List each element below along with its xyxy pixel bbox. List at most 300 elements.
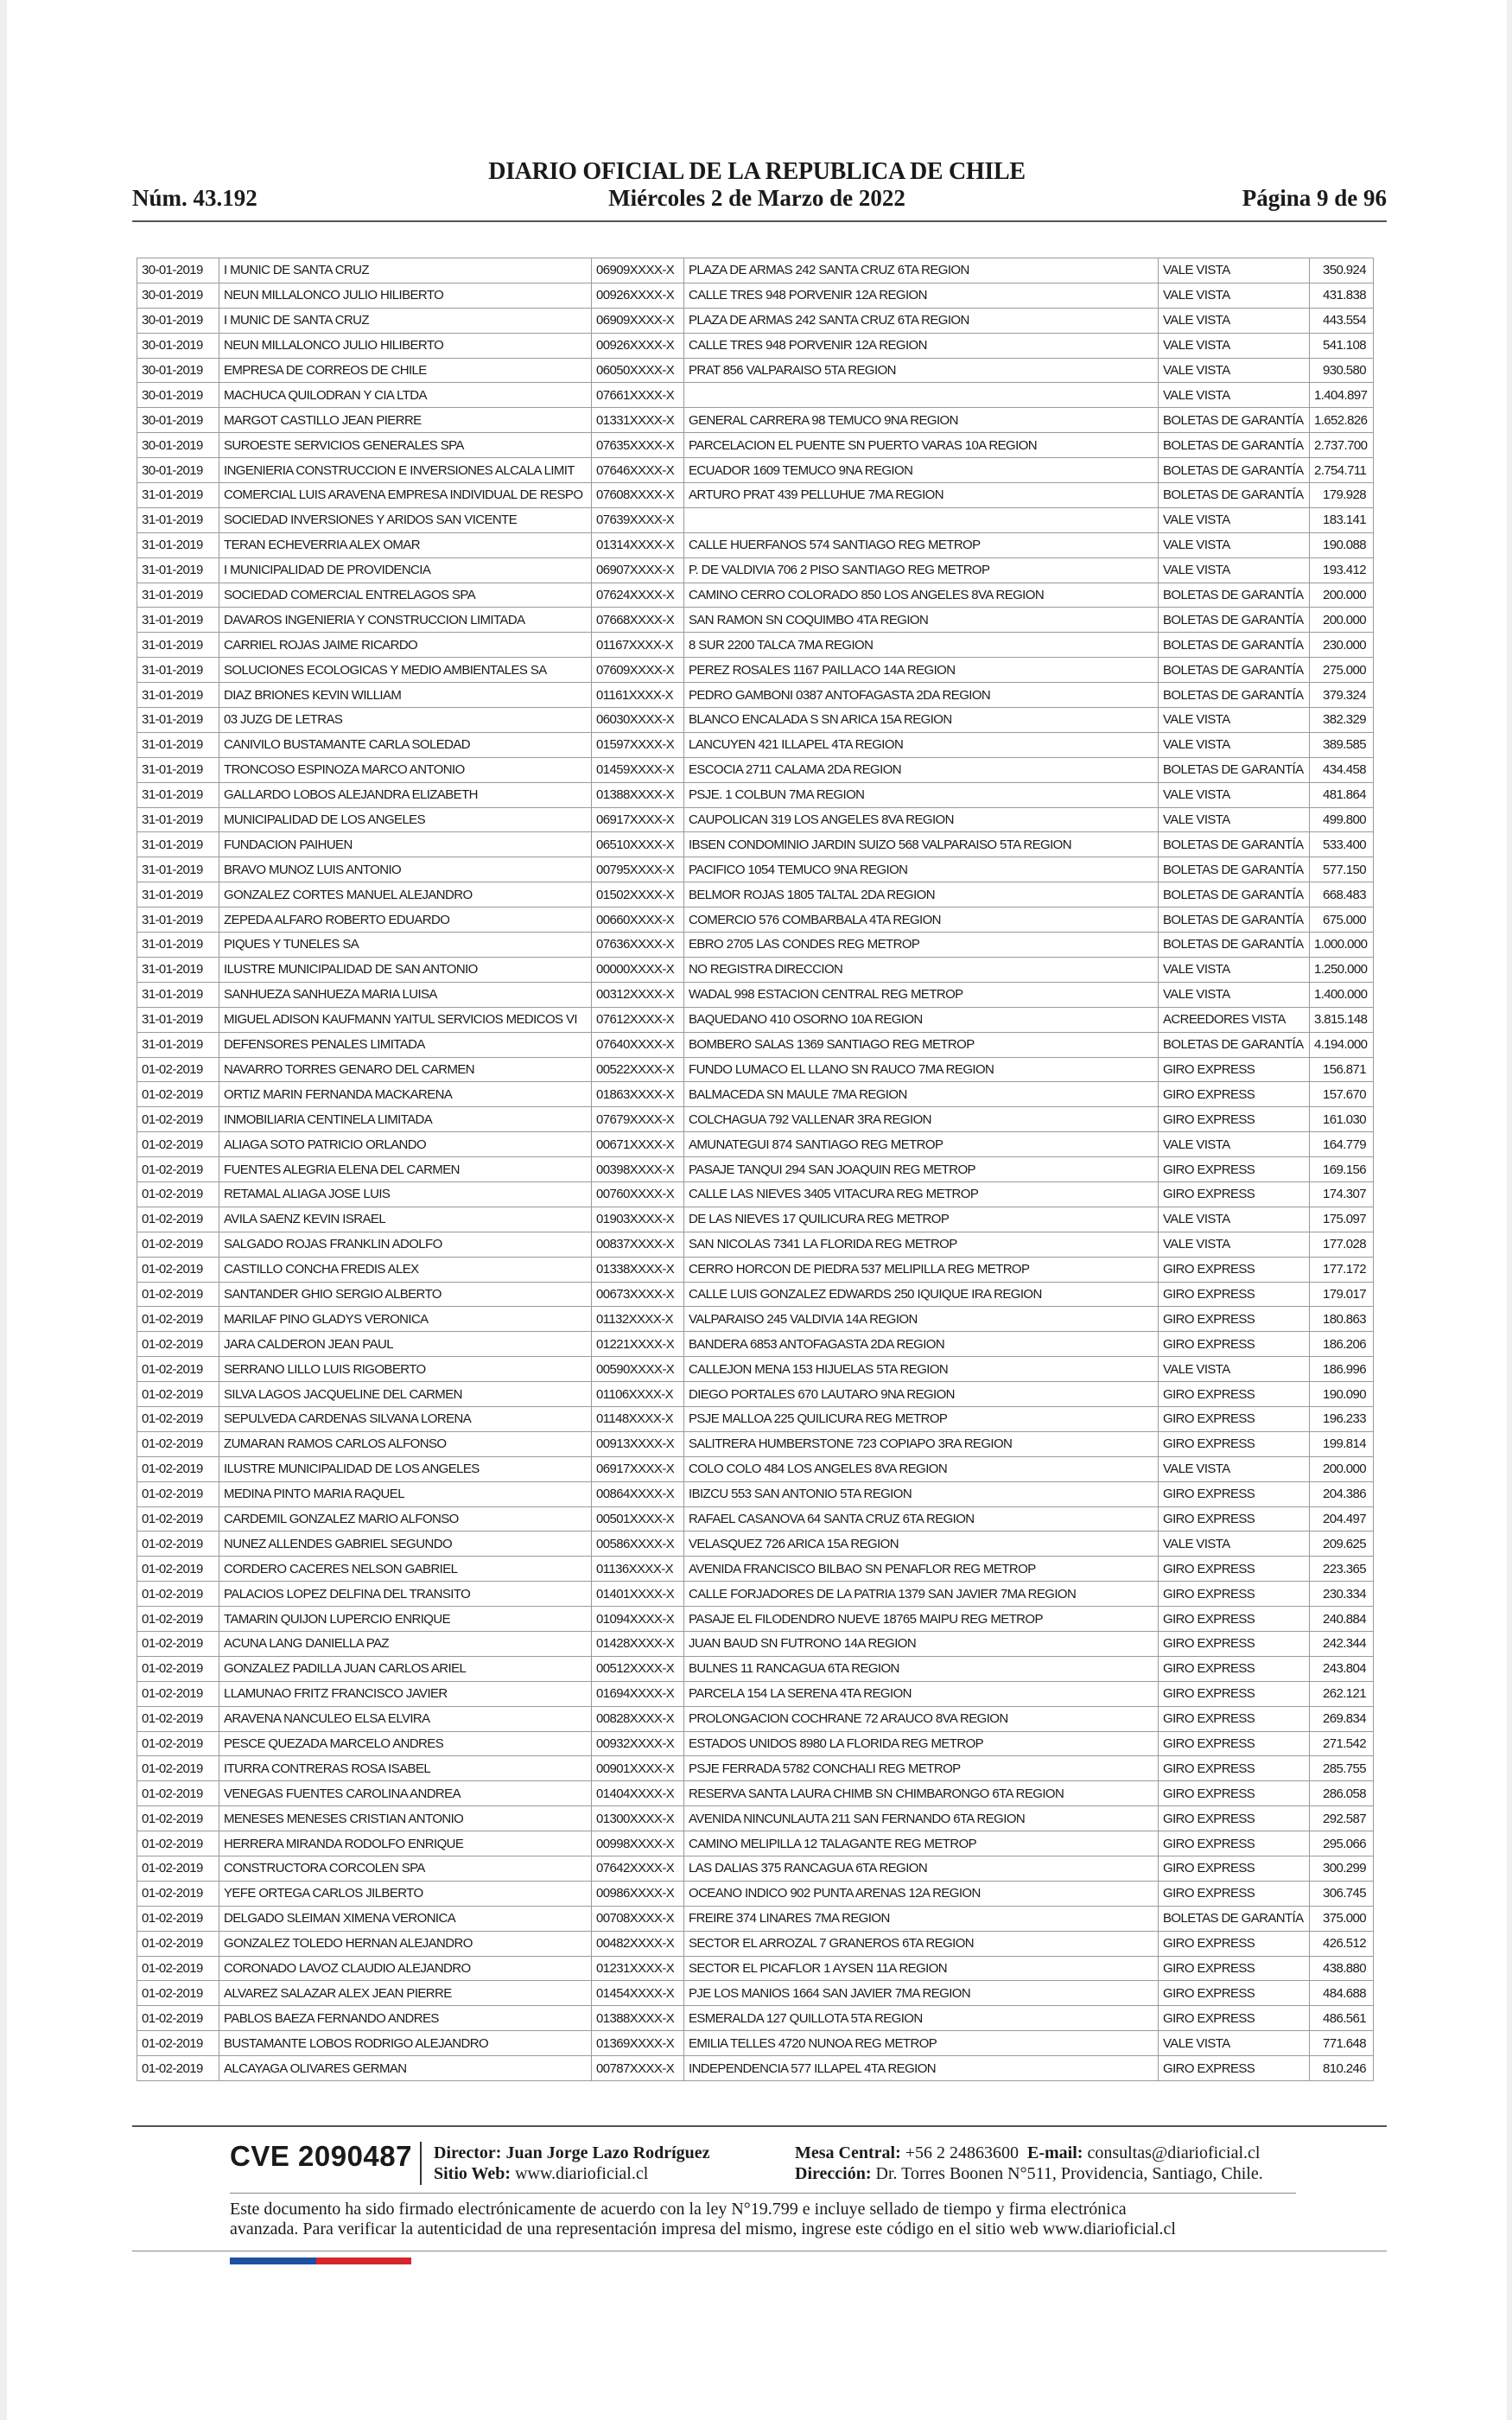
date-cell: 01-02-2019: [137, 1956, 219, 1981]
name-cell: SERRANO LILLO LUIS RIGOBERTO: [219, 1357, 592, 1382]
type-cell: BOLETAS DE GARANTÍA: [1159, 908, 1310, 933]
date-cell: 31-01-2019: [137, 832, 219, 857]
rut-cell: 06917XXXX-X: [592, 1456, 684, 1481]
type-cell: BOLETAS DE GARANTÍA: [1159, 583, 1310, 608]
rut-cell: 00926XXXX-X: [592, 333, 684, 358]
amount-cell: 668.483: [1310, 882, 1374, 908]
address-cell: BAQUEDANO 410 OSORNO 10A REGION: [684, 1007, 1159, 1032]
table-row: [137, 1032, 1374, 1057]
date-cell: 01-02-2019: [137, 1506, 219, 1532]
name-cell: I MUNIC DE SANTA CRUZ: [219, 308, 592, 333]
rut-cell: 00671XXXX-X: [592, 1132, 684, 1157]
rut-cell: 00590XXXX-X: [592, 1357, 684, 1382]
records-table-body: [137, 258, 1374, 2081]
table-row: [137, 283, 1374, 308]
type-cell: GIRO EXPRESS: [1159, 1382, 1310, 1407]
address-cell: CAUPOLICAN 319 LOS ANGELES 8VA REGION: [684, 807, 1159, 832]
address-cell: PEDRO GAMBONI 0387 ANTOFAGASTA 2DA REGION: [684, 683, 1159, 708]
table-row: [137, 832, 1374, 857]
date-cell: 31-01-2019: [137, 583, 219, 608]
name-cell: DIAZ BRIONES KEVIN WILLIAM: [219, 683, 592, 708]
type-cell: VALE VISTA: [1159, 1132, 1310, 1157]
email-link[interactable]: consultas@diarioficial.cl: [1087, 2143, 1261, 2162]
address-cell: [684, 383, 1159, 408]
publication-title: DIARIO OFICIAL DE LA REPUBLICA DE CHILE: [488, 158, 1026, 185]
web-link[interactable]: www.diarioficial.cl: [515, 2164, 649, 2183]
address-cell: COMERCIO 576 COMBARBALA 4TA REGION: [684, 908, 1159, 933]
director-name: Juan Jorge Lazo Rodríguez: [505, 2143, 710, 2162]
type-cell: BOLETAS DE GARANTÍA: [1159, 658, 1310, 683]
type-cell: VALE VISTA: [1159, 1232, 1310, 1257]
address-cell: P. DE VALDIVIA 706 2 PISO SANTIAGO REG METROP: [684, 557, 1159, 583]
type-cell: BOLETAS DE GARANTÍA: [1159, 458, 1310, 483]
name-cell: ZEPEDA ALFARO ROBERTO EDUARDO: [219, 908, 592, 933]
name-cell: SANHUEZA SANHUEZA MARIA LUISA: [219, 982, 592, 1007]
table-row: [137, 308, 1374, 333]
amount-cell: 1.652.826: [1310, 408, 1374, 433]
date-cell: 01-02-2019: [137, 1232, 219, 1257]
amount-cell: 481.864: [1310, 782, 1374, 807]
date-cell: 01-02-2019: [137, 1607, 219, 1632]
name-cell: FUNDACION PAIHUEN: [219, 832, 592, 857]
type-cell: GIRO EXPRESS: [1159, 1756, 1310, 1781]
mesa-label: Mesa Central:: [795, 2143, 901, 2162]
table-row: [137, 807, 1374, 832]
rut-cell: 01314XXXX-X: [592, 532, 684, 557]
records-table: [137, 258, 1374, 2081]
rut-cell: 01338XXXX-X: [592, 1257, 684, 1282]
document-page: [7, 0, 1507, 2420]
amount-cell: 200.000: [1310, 583, 1374, 608]
name-cell: PALACIOS LOPEZ DELFINA DEL TRANSITO: [219, 1582, 592, 1607]
date-cell: 31-01-2019: [137, 732, 219, 757]
type-cell: VALE VISTA: [1159, 333, 1310, 358]
rut-cell: 01136XXXX-X: [592, 1557, 684, 1582]
name-cell: CANIVILO BUSTAMANTE CARLA SOLEDAD: [219, 732, 592, 757]
table-row: [137, 1706, 1374, 1731]
amount-cell: 499.800: [1310, 807, 1374, 832]
type-cell: GIRO EXPRESS: [1159, 1631, 1310, 1656]
amount-cell: 541.108: [1310, 333, 1374, 358]
name-cell: ALIAGA SOTO PATRICIO ORLANDO: [219, 1132, 592, 1157]
type-cell: BOLETAS DE GARANTÍA: [1159, 832, 1310, 857]
rut-cell: 00482XXXX-X: [592, 1931, 684, 1956]
amount-cell: 771.648: [1310, 2031, 1374, 2056]
name-cell: I MUNICIPALIDAD DE PROVIDENCIA: [219, 557, 592, 583]
type-cell: GIRO EXPRESS: [1159, 1981, 1310, 2006]
legal-notice: [230, 2200, 1353, 2239]
type-cell: VALE VISTA: [1159, 283, 1310, 308]
table-row: [137, 857, 1374, 882]
table-row: [137, 1257, 1374, 1282]
address-cell: BANDERA 6853 ANTOFAGASTA 2DA REGION: [684, 1332, 1159, 1357]
table-row: [137, 383, 1374, 408]
type-cell: GIRO EXPRESS: [1159, 1181, 1310, 1207]
type-cell: GIRO EXPRESS: [1159, 1107, 1310, 1132]
table-row: [137, 458, 1374, 483]
date-cell: 01-02-2019: [137, 1207, 219, 1232]
amount-cell: 1.250.000: [1310, 957, 1374, 982]
name-cell: GONZALEZ CORTES MANUEL ALEJANDRO: [219, 882, 592, 908]
rut-cell: 01597XXXX-X: [592, 732, 684, 757]
type-cell: BOLETAS DE GARANTÍA: [1159, 633, 1310, 658]
rut-cell: 00986XXXX-X: [592, 1881, 684, 1906]
type-cell: GIRO EXPRESS: [1159, 1307, 1310, 1332]
amount-cell: 271.542: [1310, 1731, 1374, 1756]
amount-cell: 179.928: [1310, 483, 1374, 508]
rut-cell: 06907XXXX-X: [592, 557, 684, 583]
address-cell: PSJE. 1 COLBUN 7MA REGION: [684, 782, 1159, 807]
date-cell: 01-02-2019: [137, 1282, 219, 1307]
address-cell: CALLE HUERFANOS 574 SANTIAGO REG METROP: [684, 532, 1159, 557]
type-cell: GIRO EXPRESS: [1159, 1082, 1310, 1107]
rut-cell: 01148XXXX-X: [592, 1406, 684, 1431]
table-row: [137, 1232, 1374, 1257]
amount-cell: 275.000: [1310, 658, 1374, 683]
name-cell: TERAN ECHEVERRIA ALEX OMAR: [219, 532, 592, 557]
table-row: [137, 1781, 1374, 1806]
rut-cell: 07668XXXX-X: [592, 608, 684, 633]
table-row: [137, 333, 1374, 358]
date-cell: 31-01-2019: [137, 557, 219, 583]
type-cell: VALE VISTA: [1159, 708, 1310, 733]
address-cell: PROLONGACION COCHRANE 72 ARAUCO 8VA REGION: [684, 1706, 1159, 1731]
rut-cell: 06510XXXX-X: [592, 832, 684, 857]
amount-cell: 295.066: [1310, 1831, 1374, 1856]
name-cell: DAVAROS INGENIERIA Y CONSTRUCCION LIMITADA: [219, 608, 592, 633]
table-row: [137, 1557, 1374, 1582]
table-row: [137, 1806, 1374, 1831]
date-cell: 01-02-2019: [137, 1582, 219, 1607]
director-label: Director:: [434, 2143, 502, 2162]
address-cell: PLAZA DE ARMAS 242 SANTA CRUZ 6TA REGION: [684, 308, 1159, 333]
type-cell: GIRO EXPRESS: [1159, 1157, 1310, 1182]
address-cell: BULNES 11 RANCAGUA 6TA REGION: [684, 1656, 1159, 1681]
name-cell: JARA CALDERON JEAN PAUL: [219, 1332, 592, 1357]
name-cell: ZUMARAN RAMOS CARLOS ALFONSO: [219, 1431, 592, 1456]
amount-cell: 179.017: [1310, 1282, 1374, 1307]
name-cell: SALGADO ROJAS FRANKLIN ADOLFO: [219, 1232, 592, 1257]
type-cell: GIRO EXPRESS: [1159, 1057, 1310, 1082]
amount-cell: 240.884: [1310, 1607, 1374, 1632]
type-cell: GIRO EXPRESS: [1159, 1431, 1310, 1456]
address-cell: LAS DALIAS 375 RANCAGUA 6TA REGION: [684, 1856, 1159, 1882]
type-cell: VALE VISTA: [1159, 507, 1310, 532]
director-block: [434, 2143, 710, 2184]
address-cell: EBRO 2705 LAS CONDES REG METROP: [684, 933, 1159, 958]
date-cell: 31-01-2019: [137, 1007, 219, 1032]
date-cell: 01-02-2019: [137, 1157, 219, 1182]
name-cell: BRAVO MUNOZ LUIS ANTONIO: [219, 857, 592, 882]
table-row: [137, 1532, 1374, 1557]
date-cell: 31-01-2019: [137, 882, 219, 908]
amount-cell: 164.779: [1310, 1132, 1374, 1157]
table-row: [137, 358, 1374, 383]
rut-cell: 01388XXXX-X: [592, 782, 684, 807]
address-cell: FREIRE 374 LINARES 7MA REGION: [684, 1906, 1159, 1931]
address-cell: PARCELA 154 LA SERENA 4TA REGION: [684, 1681, 1159, 1706]
issue-date: Miércoles 2 de Marzo de 2022: [608, 185, 905, 211]
name-cell: MENESES MENESES CRISTIAN ANTONIO: [219, 1806, 592, 1831]
amount-cell: 443.554: [1310, 308, 1374, 333]
date-cell: 01-02-2019: [137, 1431, 219, 1456]
name-cell: MEDINA PINTO MARIA RAQUEL: [219, 1481, 592, 1506]
name-cell: SOCIEDAD COMERCIAL ENTRELAGOS SPA: [219, 583, 592, 608]
rut-cell: 01454XXXX-X: [592, 1981, 684, 2006]
name-cell: TAMARIN QUIJON LUPERCIO ENRIQUE: [219, 1607, 592, 1632]
table-row: [137, 782, 1374, 807]
amount-cell: 200.000: [1310, 608, 1374, 633]
table-row: [137, 1207, 1374, 1232]
name-cell: ORTIZ MARIN FERNANDA MACKARENA: [219, 1082, 592, 1107]
rut-cell: 00913XXXX-X: [592, 1431, 684, 1456]
header-divider: [132, 220, 1387, 222]
footer-separator: [420, 2142, 422, 2185]
name-cell: FUENTES ALEGRIA ELENA DEL CARMEN: [219, 1157, 592, 1182]
table-row: [137, 507, 1374, 532]
amount-cell: 161.030: [1310, 1107, 1374, 1132]
date-cell: 30-01-2019: [137, 458, 219, 483]
name-cell: INMOBILIARIA CENTINELA LIMITADA: [219, 1107, 592, 1132]
amount-cell: 157.670: [1310, 1082, 1374, 1107]
address-cell: PSJE FERRADA 5782 CONCHALI REG METROP: [684, 1756, 1159, 1781]
rut-cell: 07646XXXX-X: [592, 458, 684, 483]
amount-cell: 1.400.000: [1310, 982, 1374, 1007]
type-cell: VALE VISTA: [1159, 782, 1310, 807]
table-row: [137, 1357, 1374, 1382]
rut-cell: 00787XXXX-X: [592, 2056, 684, 2081]
date-cell: 30-01-2019: [137, 333, 219, 358]
footer-divider-top: [132, 2125, 1387, 2127]
rut-cell: 06909XXXX-X: [592, 258, 684, 283]
type-cell: GIRO EXPRESS: [1159, 1506, 1310, 1532]
amount-cell: 223.365: [1310, 1557, 1374, 1582]
amount-cell: 186.206: [1310, 1332, 1374, 1357]
address-cell: PSJE MALLOA 225 QUILICURA REG METROP: [684, 1406, 1159, 1431]
amount-cell: 285.755: [1310, 1756, 1374, 1781]
date-cell: 01-02-2019: [137, 1082, 219, 1107]
rut-cell: 01132XXXX-X: [592, 1307, 684, 1332]
amount-cell: 438.880: [1310, 1956, 1374, 1981]
rut-cell: 00795XXXX-X: [592, 857, 684, 882]
rut-cell: 00926XXXX-X: [592, 283, 684, 308]
address-cell: BOMBERO SALAS 1369 SANTIAGO REG METROP: [684, 1032, 1159, 1057]
type-cell: BOLETAS DE GARANTÍA: [1159, 1906, 1310, 1931]
cve-code: CVE 2090487: [230, 2140, 412, 2172]
amount-cell: 193.412: [1310, 557, 1374, 583]
table-row: [137, 1607, 1374, 1632]
name-cell: SILVA LAGOS JACQUELINE DEL CARMEN: [219, 1382, 592, 1407]
type-cell: BOLETAS DE GARANTÍA: [1159, 683, 1310, 708]
type-cell: GIRO EXPRESS: [1159, 2006, 1310, 2031]
address-text: Dr. Torres Boonen N°511, Providencia, Santiago, Chile.: [875, 2164, 1263, 2183]
name-cell: 03 JUZG DE LETRAS: [219, 708, 592, 733]
date-cell: 31-01-2019: [137, 807, 219, 832]
address-cell: 8 SUR 2200 TALCA 7MA REGION: [684, 633, 1159, 658]
type-cell: GIRO EXPRESS: [1159, 1607, 1310, 1632]
amount-cell: 190.088: [1310, 532, 1374, 557]
rut-cell: 06909XXXX-X: [592, 308, 684, 333]
address-cell: FUNDO LUMACO EL LLANO SN RAUCO 7MA REGION: [684, 1057, 1159, 1082]
date-cell: 01-02-2019: [137, 1681, 219, 1706]
name-cell: NUNEZ ALLENDES GABRIEL SEGUNDO: [219, 1532, 592, 1557]
type-cell: GIRO EXPRESS: [1159, 2056, 1310, 2081]
rut-cell: 07679XXXX-X: [592, 1107, 684, 1132]
name-cell: RETAMAL ALIAGA JOSE LUIS: [219, 1181, 592, 1207]
address-cell: DIEGO PORTALES 670 LAUTARO 9NA REGION: [684, 1382, 1159, 1407]
rut-cell: 01221XXXX-X: [592, 1332, 684, 1357]
type-cell: GIRO EXPRESS: [1159, 1731, 1310, 1756]
type-cell: VALE VISTA: [1159, 957, 1310, 982]
rut-cell: 00998XXXX-X: [592, 1831, 684, 1856]
name-cell: TRONCOSO ESPINOZA MARCO ANTONIO: [219, 757, 592, 782]
rut-cell: 01167XXXX-X: [592, 633, 684, 658]
date-cell: 30-01-2019: [137, 358, 219, 383]
address-cell: AVENIDA FRANCISCO BILBAO SN PENAFLOR REG METROP: [684, 1557, 1159, 1582]
name-cell: PESCE QUEZADA MARCELO ANDRES: [219, 1731, 592, 1756]
amount-cell: 156.871: [1310, 1057, 1374, 1082]
address-cell: CALLE TRES 948 PORVENIR 12A REGION: [684, 333, 1159, 358]
rut-cell: 00708XXXX-X: [592, 1906, 684, 1931]
table-row: [137, 1831, 1374, 1856]
rut-cell: 00901XXXX-X: [592, 1756, 684, 1781]
address-cell: RAFAEL CASANOVA 64 SANTA CRUZ 6TA REGION: [684, 1506, 1159, 1532]
address-cell: PEREZ ROSALES 1167 PAILLACO 14A REGION: [684, 658, 1159, 683]
date-cell: 01-02-2019: [137, 1806, 219, 1831]
type-cell: BOLETAS DE GARANTÍA: [1159, 757, 1310, 782]
web-label: Sitio Web:: [434, 2164, 511, 2183]
legal-line-1: Este documento ha sido firmado electrónicamente de acuerdo con la ley N°19.799 e incluye sellado de tiempo y firma electrónica: [230, 2200, 1127, 2219]
date-cell: 30-01-2019: [137, 283, 219, 308]
amount-cell: 484.688: [1310, 1981, 1374, 2006]
amount-cell: 382.329: [1310, 708, 1374, 733]
type-cell: ACREEDORES VISTA: [1159, 1007, 1310, 1032]
date-cell: 01-02-2019: [137, 1382, 219, 1407]
table-row: [137, 557, 1374, 583]
rut-cell: 07624XXXX-X: [592, 583, 684, 608]
table-row: [137, 1856, 1374, 1882]
type-cell: GIRO EXPRESS: [1159, 1806, 1310, 1831]
table-row: [137, 658, 1374, 683]
date-cell: 30-01-2019: [137, 383, 219, 408]
type-cell: VALE VISTA: [1159, 732, 1310, 757]
amount-cell: 200.000: [1310, 1456, 1374, 1481]
name-cell: ARAVENA NANCULEO ELSA ELVIRA: [219, 1706, 592, 1731]
rut-cell: 00828XXXX-X: [592, 1706, 684, 1731]
rut-cell: 07639XXXX-X: [592, 507, 684, 532]
rut-cell: 06050XXXX-X: [592, 358, 684, 383]
amount-cell: 230.334: [1310, 1582, 1374, 1607]
date-cell: 31-01-2019: [137, 933, 219, 958]
rut-cell: 00660XXXX-X: [592, 908, 684, 933]
address-cell: SALITRERA HUMBERSTONE 723 COPIAPO 3RA REGION: [684, 1431, 1159, 1456]
date-cell: 01-02-2019: [137, 1406, 219, 1431]
address-cell: ARTURO PRAT 439 PELLUHUE 7MA REGION: [684, 483, 1159, 508]
amount-cell: 3.815.148: [1310, 1007, 1374, 1032]
type-cell: BOLETAS DE GARANTÍA: [1159, 882, 1310, 908]
table-row: [137, 2006, 1374, 2031]
date-cell: 01-02-2019: [137, 1257, 219, 1282]
rut-cell: 00501XXXX-X: [592, 1506, 684, 1532]
name-cell: NAVARRO TORRES GENARO DEL CARMEN: [219, 1057, 592, 1082]
table-row: [137, 882, 1374, 908]
contact-block: [795, 2143, 1263, 2184]
name-cell: SUROESTE SERVICIOS GENERALES SPA: [219, 433, 592, 458]
amount-cell: 196.233: [1310, 1406, 1374, 1431]
name-cell: AVILA SAENZ KEVIN ISRAEL: [219, 1207, 592, 1232]
flag-stripe-blue: [230, 2258, 316, 2264]
name-cell: ALVAREZ SALAZAR ALEX JEAN PIERRE: [219, 1981, 592, 2006]
rut-cell: 00522XXXX-X: [592, 1057, 684, 1082]
name-cell: SEPULVEDA CARDENAS SILVANA LORENA: [219, 1406, 592, 1431]
amount-cell: 204.497: [1310, 1506, 1374, 1532]
type-cell: GIRO EXPRESS: [1159, 1681, 1310, 1706]
table-row: [137, 1007, 1374, 1032]
name-cell: COMERCIAL LUIS ARAVENA EMPRESA INDIVIDUAL DE RESPO: [219, 483, 592, 508]
name-cell: BUSTAMANTE LOBOS RODRIGO ALEJANDRO: [219, 2031, 592, 2056]
date-cell: 01-02-2019: [137, 1931, 219, 1956]
rut-cell: 01161XXXX-X: [592, 683, 684, 708]
rut-cell: 00932XXXX-X: [592, 1731, 684, 1756]
rut-cell: 07661XXXX-X: [592, 383, 684, 408]
name-cell: GONZALEZ TOLEDO HERNAN ALEJANDRO: [219, 1931, 592, 1956]
table-row: [137, 933, 1374, 958]
address-cell: CAMINO CERRO COLORADO 850 LOS ANGELES 8VA REGION: [684, 583, 1159, 608]
address-cell: BALMACEDA SN MAULE 7MA REGION: [684, 1082, 1159, 1107]
table-row: [137, 433, 1374, 458]
table-row: [137, 1582, 1374, 1607]
amount-cell: 2.754.711: [1310, 458, 1374, 483]
address-cell: IBIZCU 553 SAN ANTONIO 5TA REGION: [684, 1481, 1159, 1506]
table-row: [137, 1332, 1374, 1357]
rut-cell: 07642XXXX-X: [592, 1856, 684, 1882]
name-cell: YEFE ORTEGA CARLOS JILBERTO: [219, 1881, 592, 1906]
name-cell: CASTILLO CONCHA FREDIS ALEX: [219, 1257, 592, 1282]
address-cell: COLCHAGUA 792 VALLENAR 3RA REGION: [684, 1107, 1159, 1132]
rut-cell: 00864XXXX-X: [592, 1481, 684, 1506]
amount-cell: 379.324: [1310, 683, 1374, 708]
date-cell: 01-02-2019: [137, 1756, 219, 1781]
table-row: [137, 708, 1374, 733]
address-cell: RESERVA SANTA LAURA CHIMB SN CHIMBARONGO 6TA REGION: [684, 1781, 1159, 1806]
address-cell: ESTADOS UNIDOS 8980 LA FLORIDA REG METROP: [684, 1731, 1159, 1756]
date-cell: 01-02-2019: [137, 1332, 219, 1357]
date-cell: 31-01-2019: [137, 757, 219, 782]
name-cell: CORONADO LAVOZ CLAUDIO ALEJANDRO: [219, 1956, 592, 1981]
address-cell: JUAN BAUD SN FUTRONO 14A REGION: [684, 1631, 1159, 1656]
amount-cell: 243.804: [1310, 1656, 1374, 1681]
type-cell: BOLETAS DE GARANTÍA: [1159, 1032, 1310, 1057]
table-row: [137, 2031, 1374, 2056]
date-cell: 31-01-2019: [137, 982, 219, 1007]
table-row: [137, 1282, 1374, 1307]
rut-cell: 00512XXXX-X: [592, 1656, 684, 1681]
table-row: [137, 258, 1374, 283]
rut-cell: 01106XXXX-X: [592, 1382, 684, 1407]
name-cell: LLAMUNAO FRITZ FRANCISCO JAVIER: [219, 1681, 592, 1706]
date-cell: 31-01-2019: [137, 708, 219, 733]
rut-cell: 01369XXXX-X: [592, 2031, 684, 2056]
address-cell: PASAJE TANQUI 294 SAN JOAQUIN REG METROP: [684, 1157, 1159, 1182]
address-cell: COLO COLO 484 LOS ANGELES 8VA REGION: [684, 1456, 1159, 1481]
rut-cell: 01459XXXX-X: [592, 757, 684, 782]
date-cell: 01-02-2019: [137, 1706, 219, 1731]
address-cell: SECTOR EL PICAFLOR 1 AYSEN 11A REGION: [684, 1956, 1159, 1981]
name-cell: SANTANDER GHIO SERGIO ALBERTO: [219, 1282, 592, 1307]
name-cell: SOLUCIONES ECOLOGICAS Y MEDIO AMBIENTALES SA: [219, 658, 592, 683]
table-row: [137, 1456, 1374, 1481]
address-cell: AMUNATEGUI 874 SANTIAGO REG METROP: [684, 1132, 1159, 1157]
